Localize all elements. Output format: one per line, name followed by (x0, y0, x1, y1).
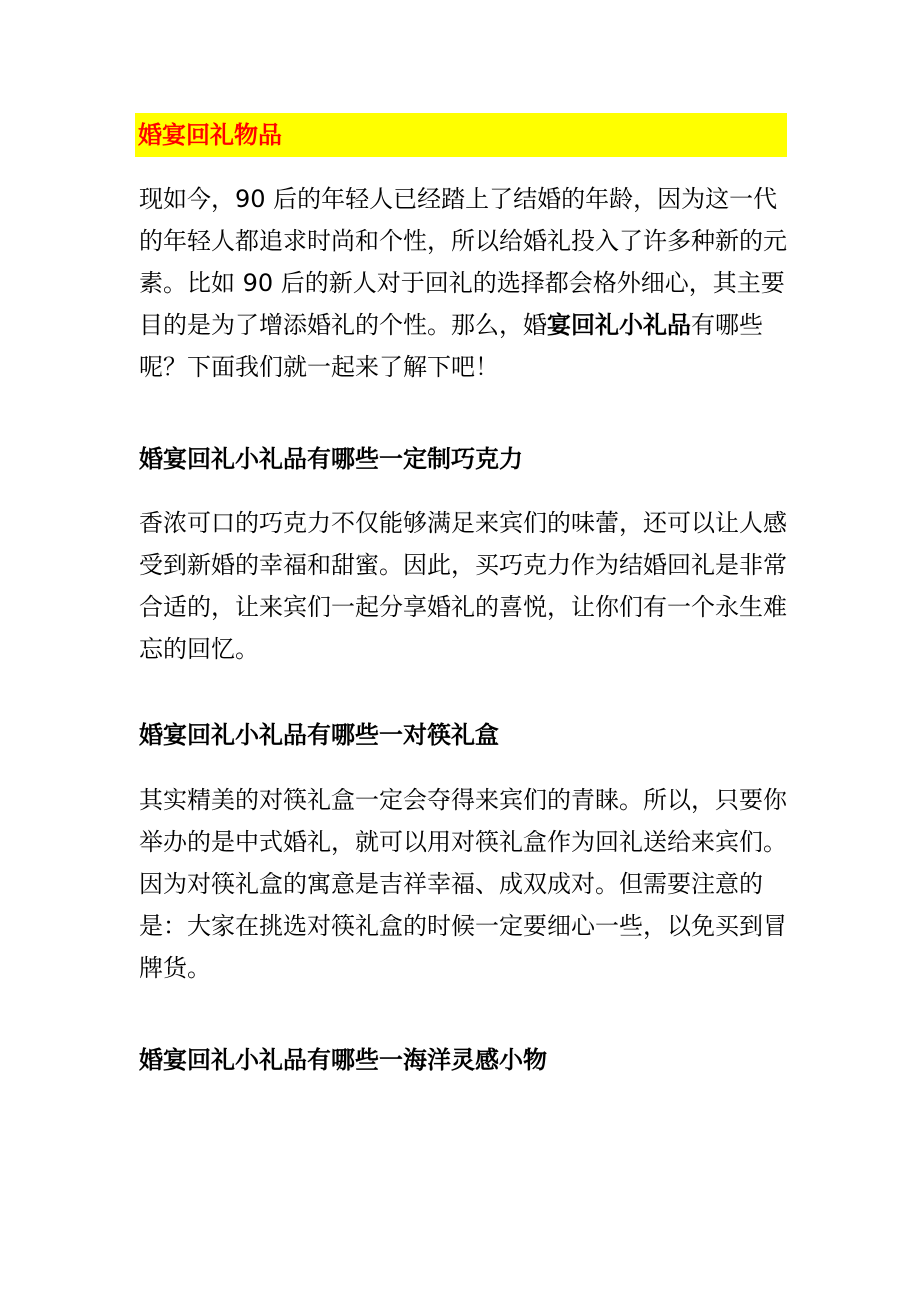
intro-text-start: 现如今，90 后的年轻人已经踏上了结婚的年龄，因为这一代的年轻人都追求时尚和个性，所以给婚礼投入了许多种新的元素。比如 90 后的新人对于回礼的选择都会格外细心，其主要目的是为了增添婚礼的个性。那么，婚 (139, 185, 787, 339)
intro-text-end: 有哪些呢？下面我们就一起来了解下吧！ (139, 311, 763, 381)
document-title: 婚宴回礼物品 (138, 121, 282, 149)
section-heading-chopsticks: 婚宴回礼小礼品有哪些一对筷礼盒 (139, 721, 499, 749)
section-heading-chocolate: 婚宴回礼小礼品有哪些一定制巧克力 (139, 445, 523, 473)
intro-paragraph (139, 178, 789, 388)
section-heading-ocean: 婚宴回礼小礼品有哪些一海洋灵感小物 (139, 1046, 547, 1074)
section-body-chocolate: 香浓可口的巧克力不仅能够满足来宾们的味蕾，还可以让人感受到新婚的幸福和甜蜜。因此，买巧克力作为结婚回礼是非常合适的，让来宾们一起分享婚礼的喜悦，让你们有一个永生难忘的回忆。 (139, 509, 787, 663)
intro-text-bold: 宴回礼小礼品 (547, 311, 691, 339)
section-body-chopsticks: 其实精美的对筷礼盒一定会夺得来宾们的青睐。所以，只要你举办的是中式婚礼，就可以用对筷礼盒作为回礼送给来宾们。因为对筷礼盒的寓意是吉祥幸福、成双成对。但需要注意的是：大家在挑选对筷礼盒的时候一定要细心一些，以免买到冒牌货。 (139, 786, 787, 982)
title-highlight (135, 113, 787, 157)
